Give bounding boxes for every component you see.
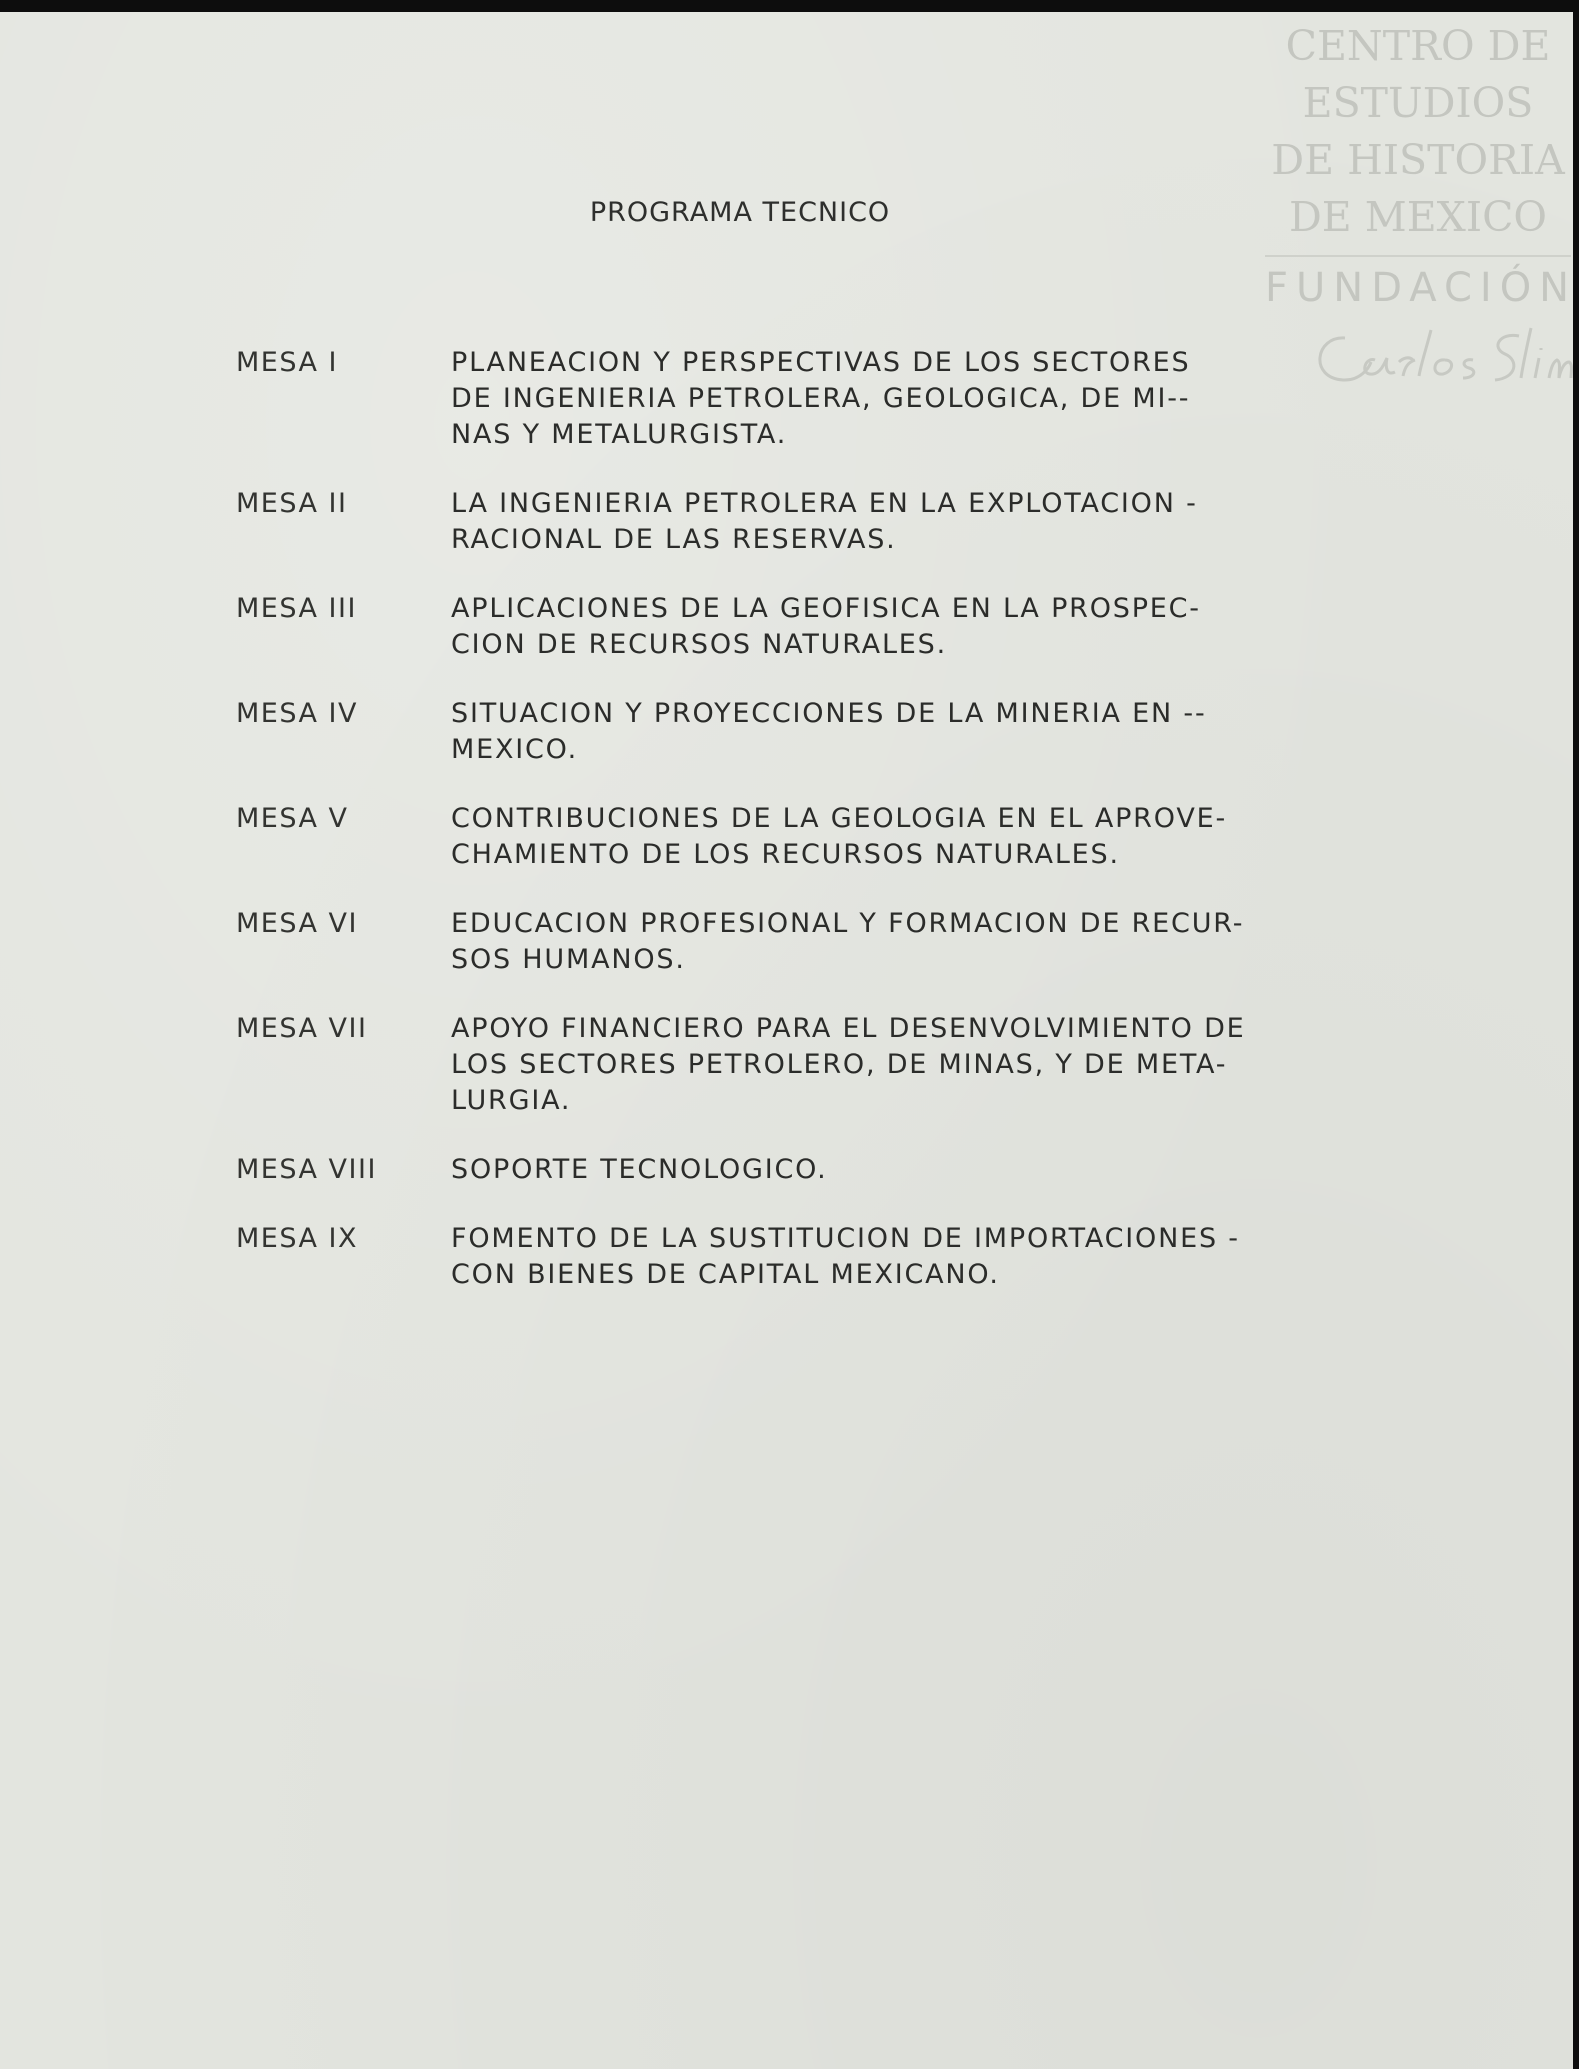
list-item (236, 486, 1416, 558)
list-item (236, 1152, 1416, 1188)
watermark-line: DE HISTORIA (1271, 136, 1565, 184)
document-page (0, 12, 1578, 2069)
mesa-topic: EDUCACION PROFESIONAL Y FORMACION DE RECUR- SOS HUMANOS. (451, 908, 1245, 975)
list-item (236, 591, 1416, 663)
watermark-fundacion: FUNDACIÓN (1265, 265, 1578, 311)
mesa-topic: APOYO FINANCIERO PARA EL DESENVOLVIMIENTO DE LOS SECTORES PETROLERO, DE MINAS, Y DE META- LURGIA. (451, 1013, 1246, 1116)
watermark-line: ESTUDIOS (1302, 79, 1534, 127)
watermark-divider (1265, 255, 1571, 257)
mesa-topic: APLICACIONES DE LA GEOFISICA EN LA PROSPEC- CION DE RECURSOS NATURALES. (451, 593, 1201, 660)
archive-watermark (1265, 18, 1578, 398)
list-item (236, 345, 1416, 453)
mesa-topic: FOMENTO DE LA SUSTITUCION DE IMPORTACIONES - CON BIENES DE CAPITAL MEXICANO. (451, 1223, 1240, 1290)
mesa-topic: CONTRIBUCIONES DE LA GEOLOGIA EN EL APROVE- CHAMIENTO DE LOS RECURSOS NATURALES. (451, 803, 1227, 870)
list-item (236, 696, 1416, 768)
list-item (236, 1221, 1416, 1293)
mesa-topic: PLANEACION Y PERSPECTIVAS DE LOS SECTORES DE INGENIERIA PETROLERA, GEOLOGICA, DE MI-- NAS Y METALURGISTA. (451, 347, 1191, 450)
mesa-number: MESA IV (236, 698, 358, 729)
mesa-number: MESA V (236, 803, 349, 834)
watermark-line: CENTRO DE (1285, 22, 1551, 70)
mesa-number: MESA II (236, 488, 348, 519)
mesa-topic: SITUACION Y PROYECCIONES DE LA MINERIA EN -- MEXICO. (451, 698, 1207, 765)
mesa-number: MESA VII (236, 1013, 368, 1044)
mesa-number: MESA I (236, 347, 339, 378)
watermark-line: DE MEXICO (1288, 193, 1548, 241)
list-item (236, 1011, 1416, 1119)
mesa-topic: LA INGENIERIA PETROLERA EN LA EXPLOTACION - RACIONAL DE LAS RESERVAS. (451, 488, 1198, 555)
mesa-number: MESA VIII (236, 1154, 377, 1185)
mesa-number: MESA IX (236, 1223, 359, 1254)
list-item (236, 906, 1416, 978)
mesas-list (236, 345, 1416, 1326)
mesa-number: MESA VI (236, 908, 358, 939)
mesa-number: MESA III (236, 593, 357, 624)
page-title: PROGRAMA TECNICO (589, 197, 891, 228)
mesa-topic: SOPORTE TECNOLOGICO. (451, 1154, 828, 1185)
list-item (236, 801, 1416, 873)
